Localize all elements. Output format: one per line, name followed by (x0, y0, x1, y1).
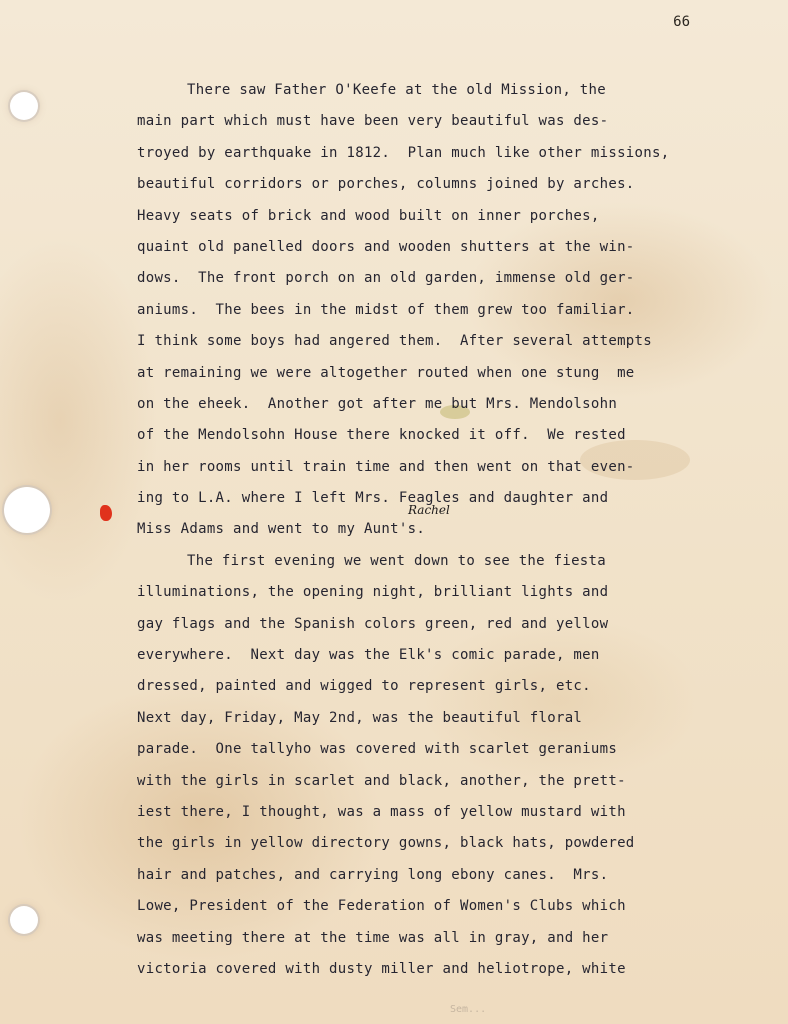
text-line: quaint old panelled doors and wooden shutters at the win- (137, 238, 635, 255)
text-line: iest there, I thought, was a mass of yellow mustard with (137, 803, 626, 820)
text-line: the girls in yellow directory gowns, black hats, powdered (137, 835, 635, 852)
text-line: Next day, Friday, May 2nd, was the beautiful floral (137, 709, 583, 726)
text-line: of the Mendolsohn House there knocked it off. We rested (137, 427, 626, 444)
text-line: Miss Adams and went to my Aunt's. (137, 521, 426, 538)
text-line: with the girls in scarlet and black, another, the prett- (137, 772, 626, 789)
text-line: ing to L.A. where I left Mrs. Feagles and daughter and (137, 490, 609, 507)
text-line: dows. The front porch on an old garden, immense old ger- (137, 270, 635, 287)
text-line: aniums. The bees in the midst of them grew too familiar. (137, 301, 635, 318)
text-line: victoria covered with dusty miller and heliotrope, white (137, 960, 626, 977)
text-line: beautiful corridors or porches, columns joined by arches. (137, 176, 635, 193)
text-line: main part which must have been very beautiful was des- (137, 113, 609, 130)
typed-text-body (137, 75, 737, 985)
text-line: gay flags and the Spanish colors green, red and yellow (137, 615, 609, 632)
footer-smudge-text: Sem... (450, 1004, 487, 1015)
red-ink-mark (100, 505, 112, 521)
text-line: Lowe, President of the Federation of Women's Clubs which (137, 898, 626, 915)
text-line: troyed by earthquake in 1812. Plan much like other missions, (137, 144, 670, 161)
text-line: The first evening we went down to see the fiesta (187, 552, 606, 569)
text-line: illuminations, the opening night, brilliant lights and (137, 584, 609, 601)
punch-hole-bottom (10, 906, 38, 934)
text-line: was meeting there at the time was all in gray, and her (137, 929, 609, 946)
text-line: dressed, painted and wigged to represent girls, etc. (137, 678, 591, 695)
punch-hole-middle (4, 487, 50, 533)
text-line: on the eheek. Another got after me but Mrs. Mendolsohn (137, 395, 618, 412)
text-line: parade. One tallyho was covered with scarlet geraniums (137, 741, 618, 758)
handwritten-annotation: Rachel (408, 503, 450, 517)
text-line: There saw Father O'Keefe at the old Mission, the (187, 82, 606, 98)
text-line: Heavy seats of brick and wood built on inner porches, (137, 207, 600, 224)
text-line: at remaining we were altogether routed when one stung me (137, 364, 635, 381)
text-line: everywhere. Next day was the Elk's comic parade, men (137, 647, 600, 664)
text-line: in her rooms until train time and then went on that even- (137, 458, 635, 475)
text-line: hair and patches, and carrying long ebony canes. Mrs. (137, 866, 609, 883)
punch-hole-top (10, 92, 38, 120)
page-number: 66 (673, 14, 690, 30)
text-line: I think some boys had angered them. After several attempts (137, 333, 652, 350)
